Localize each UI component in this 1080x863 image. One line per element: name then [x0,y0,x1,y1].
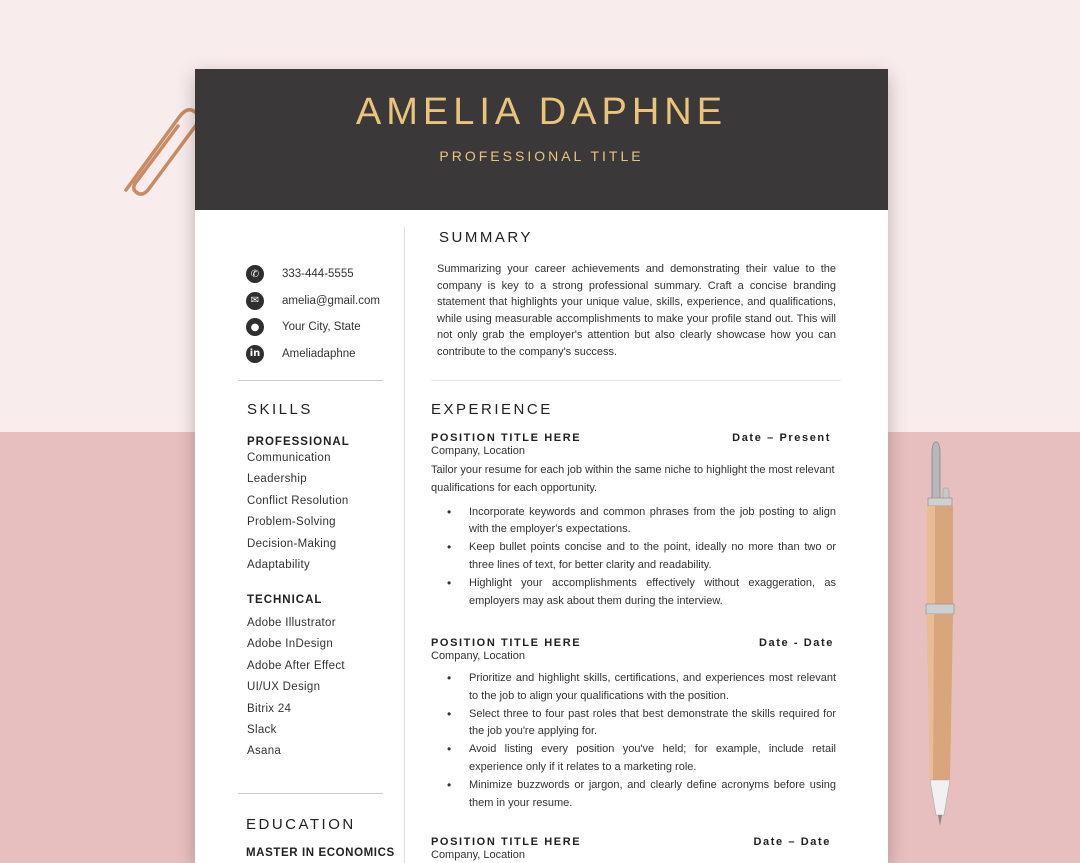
skill-item: Adobe After Effect [247,659,345,672]
technical-skills-list [247,613,345,763]
job-company: Company, Location [431,445,525,457]
job-title: POSITION TITLE HERE [431,836,582,848]
skill-item: Decision-Making [247,537,337,550]
bullet-item: • Highlight your accomplishments effectively without exaggeration, as employers may ask about them during the interview. [431,575,836,611]
skill-item: Problem-Solving [247,516,336,529]
skill-item: Adobe Illustrator [247,617,336,629]
job-bullets [431,670,836,812]
resume-page [195,69,888,863]
job-header [431,637,836,649]
skill-item: Adaptability [247,558,311,571]
skill-item: Conflict Resolution [247,494,349,507]
bullet-item: • Keep bullet points concise and to the point, ideally no more than two or three lines of text, for better clarity and readability. [431,539,836,575]
email-icon: ✉ [246,292,264,310]
skill-item: Leadership [247,473,307,486]
job-entry [431,637,836,812]
resume-header [195,69,888,210]
pen-icon [918,440,962,830]
contact-text: Your City, State [282,321,361,334]
skill-item: UI/UX Design [247,681,321,694]
job-entry [431,836,836,861]
contact-list [246,261,380,367]
column-divider [404,227,405,863]
paperclip-icon [112,102,202,202]
job-bullets [431,504,836,611]
bullet-item: • Select three to four past roles that best demonstrate the skills required for the job you're applying for. [431,706,836,742]
bullet-item: • Prioritize and highlight skills, certifications, and experiences most relevant to the job to align your qualifications with the position. [431,670,836,706]
skills-heading: SKILLS [247,401,313,418]
job-company: Company, Location [431,650,525,662]
job-date: Date - Date [758,637,834,649]
skill-item: Communication [247,452,331,464]
summary-heading: SUMMARY [439,229,533,246]
technical-skills-heading: TECHNICAL [247,594,323,606]
contact-text: Ameliadaphne [282,347,356,360]
job-description: Tailor your resume for each job within the same niche to highlight the most relevant qualifications for each opportunity. [431,464,835,494]
linkedin-icon: in [246,345,264,363]
job-entry [431,432,836,610]
education-heading: EDUCATION [246,816,356,833]
skill-item: Adobe InDesign [247,638,334,651]
professional-skills-list [247,448,349,576]
skill-item: Bitrix 24 [247,702,292,715]
phone-icon: ✆ [246,265,264,283]
professional-skills-heading: PROFESSIONAL [247,436,350,448]
job-title: POSITION TITLE HERE [431,637,582,649]
professional-title: PROFESSIONAL TITLE [439,148,644,164]
experience-heading: EXPERIENCE [431,401,553,418]
contact-text: 333-444-5555 [282,268,354,281]
job-date: Date – Present [732,432,831,444]
summary-divider [431,380,841,381]
education-degree: MASTER IN ECONOMICS [246,847,395,859]
resume-name: AMELIA DAPHNE [355,91,728,133]
contact-phone [246,261,380,288]
job-header [431,836,836,848]
job-company: Company, Location [431,849,525,861]
contact-location [246,314,380,341]
skill-item: Slack [247,723,277,736]
skills-divider [238,793,383,794]
location-icon: ● [246,318,264,336]
bullet-item: • Incorporate keywords and common phrases from the job posting to align with the employer's expectations. [431,504,836,540]
job-title: POSITION TITLE HERE [431,432,582,444]
job-header [431,432,836,444]
skill-item: Asana [247,745,282,758]
bullet-item: • Minimize buzzwords or jargon, and clearly define acronyms before using them in your resume. [431,777,836,813]
bullet-item: • Avoid listing every position you've held; for example, include retail experience only if it relates to a marketing role. [431,741,836,777]
contact-email [246,288,380,315]
summary-text: Summarizing your career achievements and demonstrating their value to the company is key to a strong professional summary. Craft a concise branding statement that highlights your unique value, skills, experience, and qualifications, while using measurable accomplishments to make your profile stand out. This will not only grab the employer's attention but also clearly showcase how you can contribute to the company's success. [437,263,836,358]
job-date: Date – Date [753,836,831,848]
contact-linkedin [246,341,380,368]
contact-divider [238,380,383,381]
contact-text: amelia@gmail.com [282,294,380,307]
